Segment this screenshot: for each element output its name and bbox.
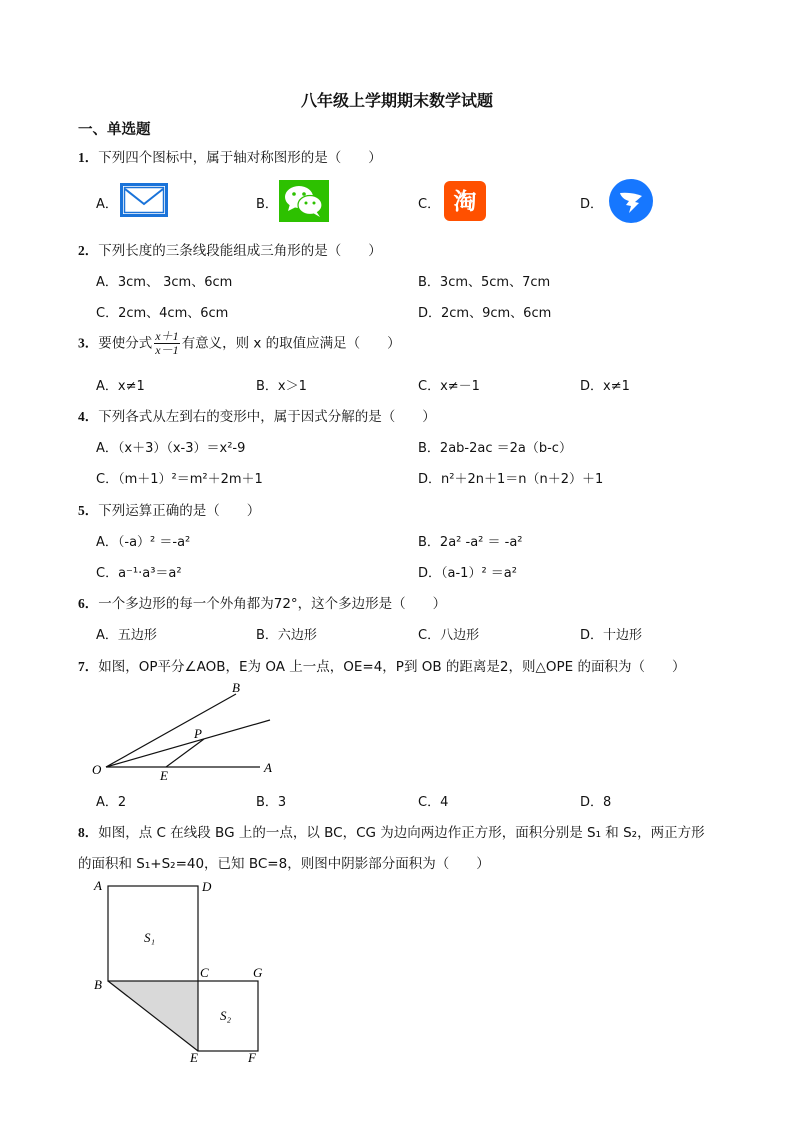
question-number: 5． <box>78 503 99 518</box>
question-text: 下列运算正确的是（ ） <box>98 503 261 519</box>
label-d: D <box>202 879 212 894</box>
label-e: E <box>160 768 168 782</box>
question-number: 7． <box>78 659 99 674</box>
dingtalk-icon <box>608 178 654 228</box>
option-b: B．2ab-2ac ＝2a（b-c） <box>418 441 572 456</box>
option-d: D．x≠1 <box>580 379 630 394</box>
question-3 <box>78 330 401 357</box>
option-a: A．五边形 <box>96 628 157 643</box>
label-s1: S₁ <box>144 930 156 945</box>
option-d: D．十边形 <box>580 628 643 643</box>
option-b: B．2a² -a² ＝ -a² <box>418 535 523 550</box>
question-6 <box>78 592 446 612</box>
option-d: D． <box>580 197 604 212</box>
label-b: B <box>232 680 240 695</box>
question-7 <box>78 655 685 675</box>
ray-ob <box>106 694 236 767</box>
label-c: C <box>200 965 209 980</box>
option-a: A．（-a）² ＝-a² <box>96 535 191 550</box>
question-number: 8． <box>78 825 99 840</box>
option-c: C．x≠－1 <box>418 379 480 394</box>
mail-icon <box>119 182 169 222</box>
segment-pe <box>166 739 204 767</box>
question-1 <box>78 146 382 166</box>
option-a: A． <box>96 197 118 212</box>
question-8-line2: 的面积和 S₁+S₂=40，已知 BC=8，则图中阴影部分面积为（ ） <box>78 856 490 872</box>
label-p: P <box>194 726 202 741</box>
fraction-numerator: x＋1 <box>155 329 179 343</box>
fraction <box>154 330 179 357</box>
option-b: B． <box>256 197 278 212</box>
section-heading: 一、单选题 <box>78 122 151 138</box>
fraction-denominator: x－1 <box>155 343 179 357</box>
question-number: 1． <box>78 150 99 165</box>
taobao-char: 淘 <box>453 189 477 215</box>
taobao-icon <box>444 181 486 225</box>
label-s2: S₂ <box>220 1008 232 1023</box>
option-b: B．x＞1 <box>256 379 307 394</box>
label-a: A <box>264 760 272 775</box>
page-title: 八年级上学期期末数学试题 <box>300 91 493 110</box>
question-text: 一个多边形的每一个外角都为72°，这个多边形是（ ） <box>98 596 447 612</box>
option-a: A．2 <box>96 795 127 810</box>
option-c: C．4 <box>418 795 449 810</box>
question-text-before: 要使分式 <box>98 335 153 352</box>
question-text: 如图，OP平分∠AOB，E为 OA 上一点，OE=4，P到 OB 的距离是2，则△OPE 的面积为（ ） <box>98 659 686 675</box>
question-number: 6． <box>78 596 99 611</box>
question-text-line1: 如图，点 C 在线段 BG 上的一点，以 BC，CG 为边向两边作正方形，面积分别是 S₁ 和 S₂，两正方形 <box>98 825 705 841</box>
option-b: B．3 <box>256 795 287 810</box>
label-o: O <box>92 762 102 777</box>
option-c: C．（m＋1）²＝m²＋2m＋1 <box>96 472 263 487</box>
option-d: D．n²＋2n＋1＝n（n＋2）＋1 <box>418 472 604 487</box>
label-b: B <box>94 977 102 992</box>
option-d: D．8 <box>580 795 612 810</box>
question-text: 下列各式从左到右的变形中，属于因式分解的是（ ） <box>98 409 436 425</box>
option-c: C．2cm、4cm、6cm <box>96 306 229 321</box>
question-number: 2． <box>78 243 99 258</box>
angle-bisector-figure <box>88 678 288 782</box>
option-a: A．（x＋3）（x-3）＝x²-9 <box>96 441 246 456</box>
option-b: B．六边形 <box>256 628 317 643</box>
option-b: B．3cm、5cm、7cm <box>418 275 551 290</box>
option-d: D．（a-1）² ＝a² <box>418 566 517 581</box>
question-2 <box>78 239 382 259</box>
option-a: A．3cm、 3cm、6cm <box>96 275 233 290</box>
question-5 <box>78 499 260 519</box>
label-a: A <box>94 878 102 893</box>
question-8 <box>78 821 705 841</box>
label-f: F <box>248 1050 256 1065</box>
option-c: C．八边形 <box>418 628 480 643</box>
question-text-after: 有意义，则 x 的取值应满足（ ） <box>181 335 401 352</box>
question-number: 3． <box>78 335 99 351</box>
label-e: E <box>190 1050 198 1065</box>
label-g: G <box>253 965 263 980</box>
question-4 <box>78 405 436 425</box>
ray-op <box>106 720 270 767</box>
option-a: A．x≠1 <box>96 379 145 394</box>
option-c: C．a⁻¹·a³＝a² <box>96 566 182 581</box>
wechat-icon <box>279 180 329 226</box>
question-text: 下列四个图标中，属于轴对称图形的是（ ） <box>98 150 382 166</box>
question-number: 4． <box>78 409 99 424</box>
option-c: C． <box>418 197 441 212</box>
option-d: D．2cm、9cm、6cm <box>418 306 552 321</box>
squares-figure <box>88 876 278 1066</box>
question-text: 下列长度的三条线段能组成三角形的是（ ） <box>98 243 382 259</box>
